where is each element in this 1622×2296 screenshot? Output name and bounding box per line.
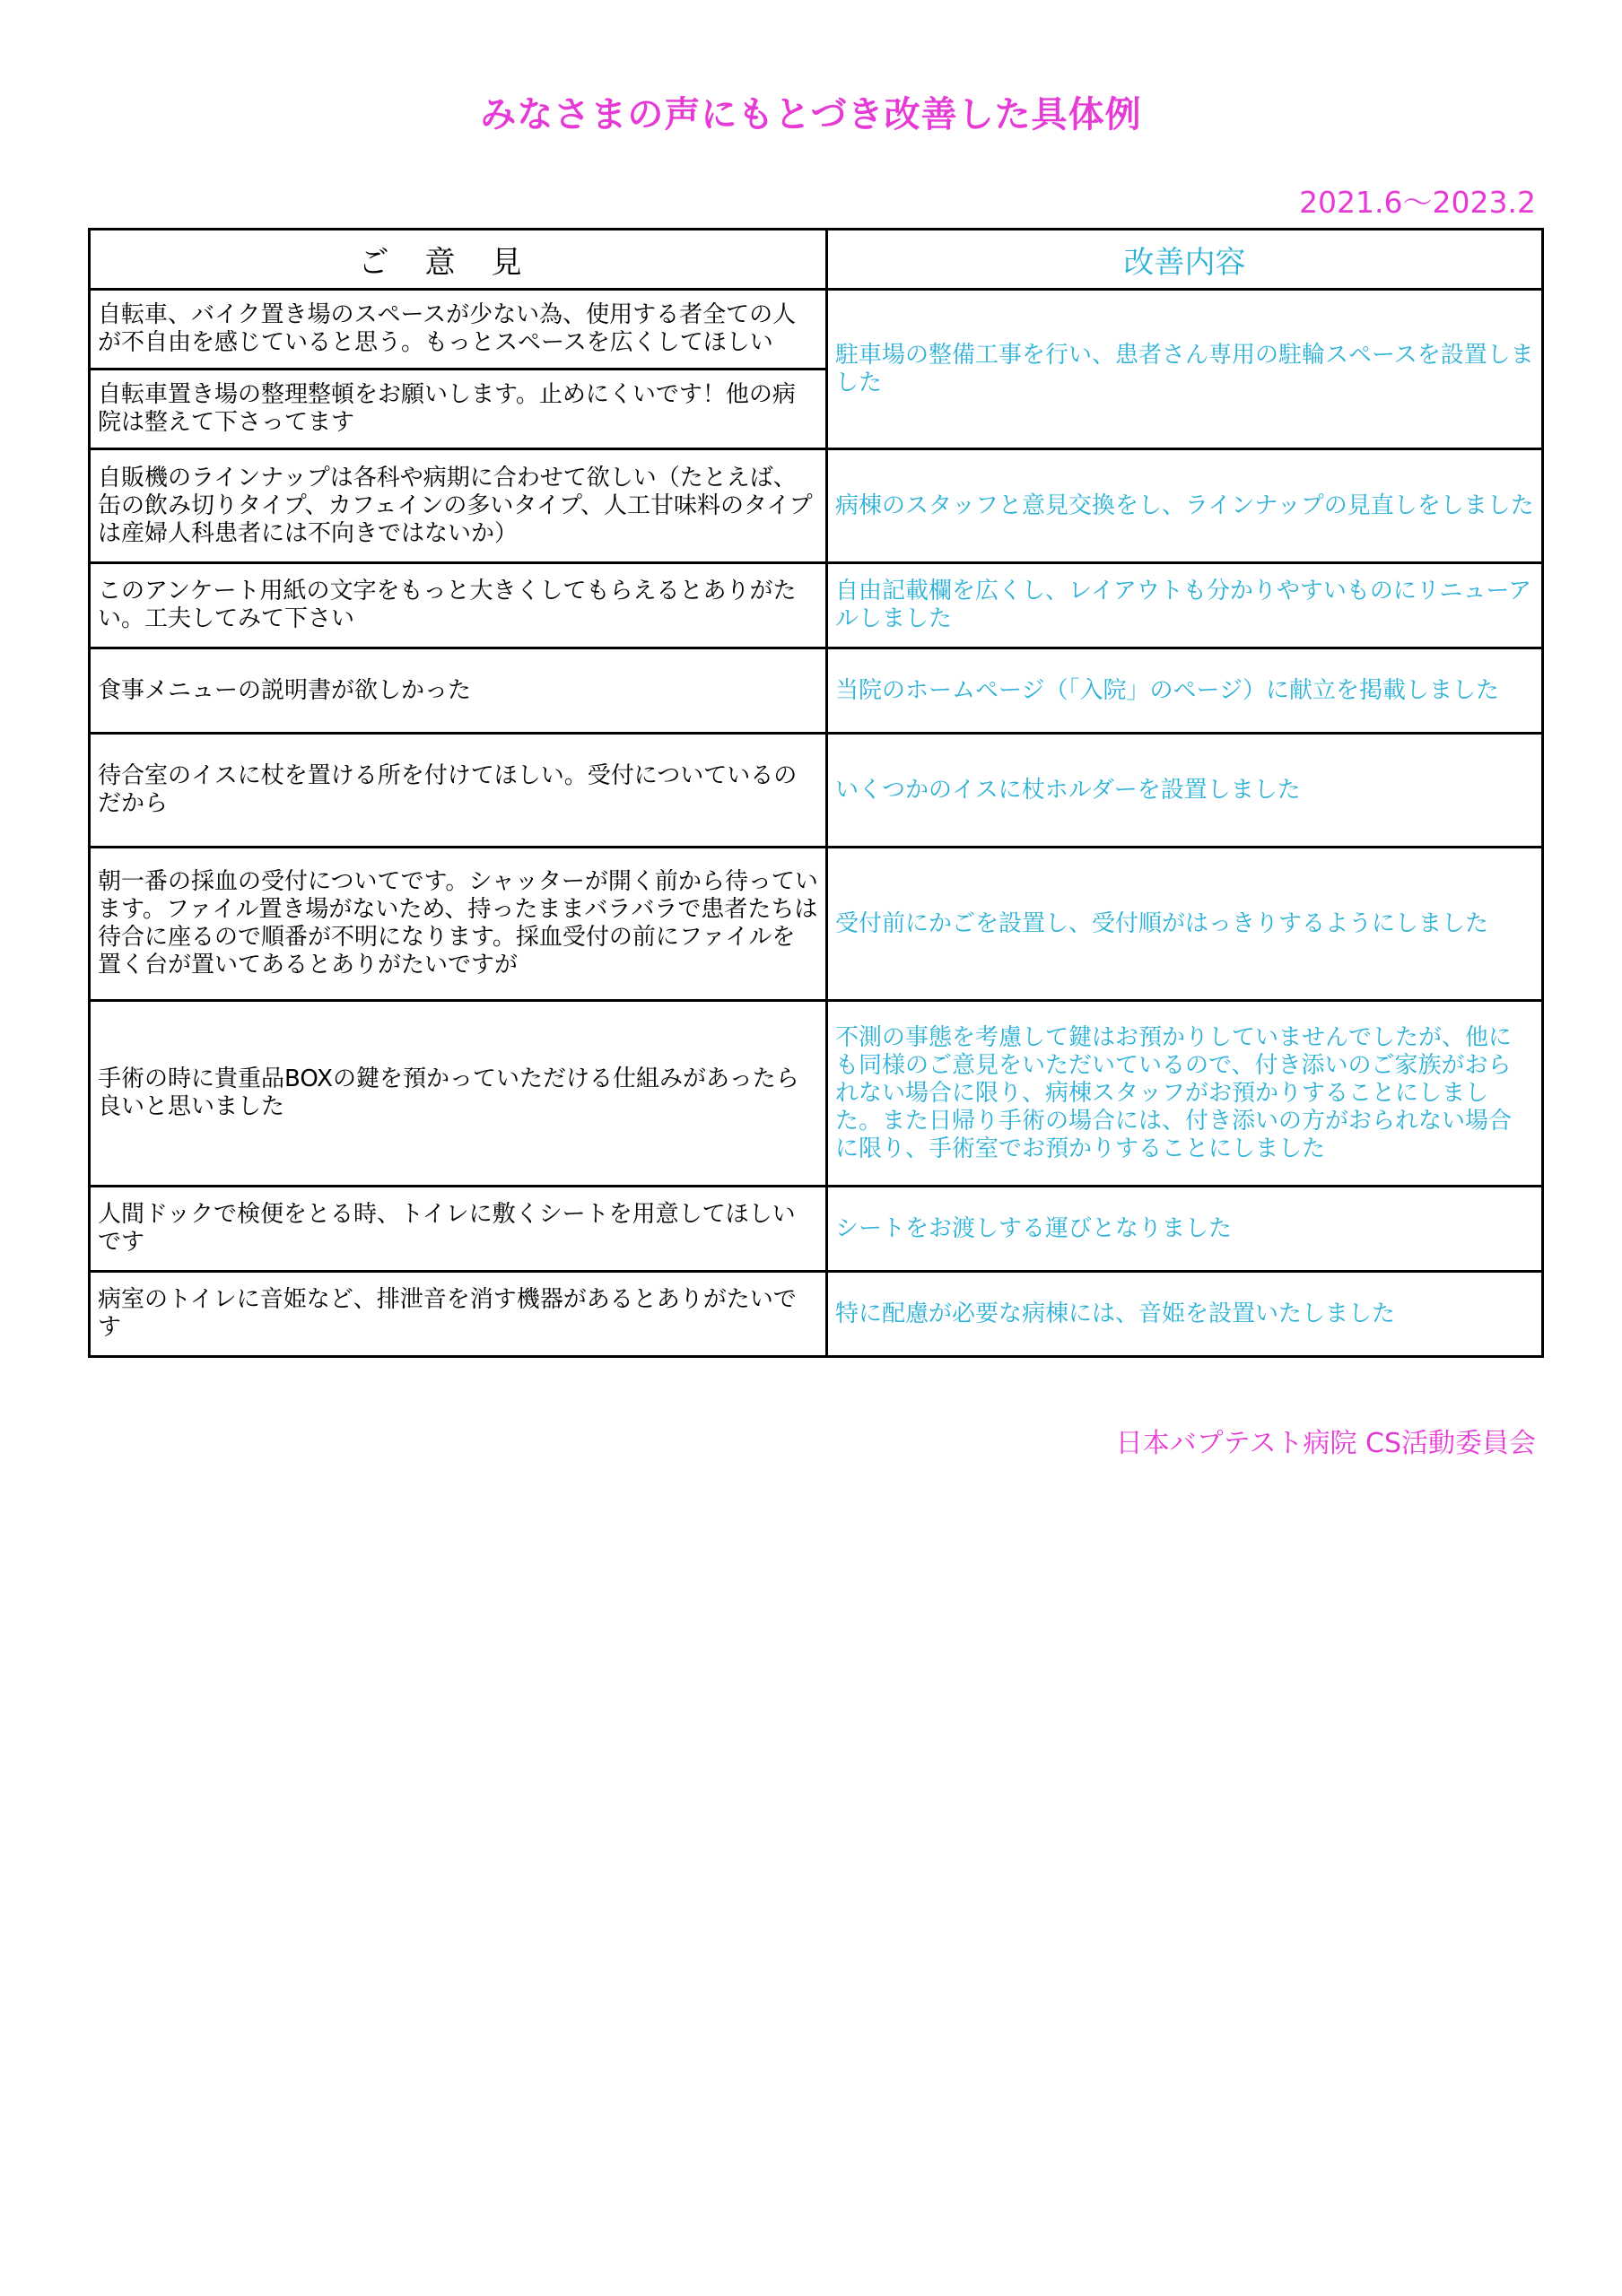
improvement-cell: 受付前にかごを設置し、受付順がはっきりするようにしました (827, 848, 1543, 1001)
table-row (90, 290, 1543, 370)
opinion-cell: 自転車、バイク置き場のスペースが少ない為、使用する者全ての人が不自由を感じていると思う。もっとスペースを広くしてほしい (90, 290, 827, 370)
opinion-cell: 自販機のラインナップは各科や病期に合わせて欲しい（たとえば、缶の飲み切りタイプ、カフェインの多いタイプ、人工甘味料のタイプは産婦人科患者には不向きではないか） (90, 449, 827, 563)
improvement-cell: 特に配慮が必要な病棟には、音姫を設置いたしました (827, 1272, 1543, 1357)
period-label: 2021.6～2023.2 (1299, 185, 1536, 220)
improvement-cell: 駐車場の整備工事を行い、患者さん専用の駐輪スペースを設置しました (827, 290, 1543, 449)
table-row (90, 848, 1543, 1001)
table-row (90, 563, 1543, 648)
table-row (90, 1187, 1543, 1272)
improvement-cell: 不測の事態を考慮して鍵はお預かりしていませんでしたが、他にも同様のご意見をいただいているので、付き添いのご家族がおられない場合に限り、病棟スタッフがお預かりすることにしました。また日帰り手術の場合には、付き添いの方がおられない場合に限り、手術室でお預かりすることにしました (827, 1001, 1543, 1187)
improvement-cell: シートをお渡しする運びとなりました (827, 1187, 1543, 1272)
footer-organization: 日本バプテスト病院 CS活動委員会 (1115, 1428, 1536, 1459)
opinion-cell: 食事メニューの説明書が欲しかった (90, 648, 827, 734)
opinion-cell: このアンケート用紙の文字をもっと大きくしてもらえるとありがたい。工夫してみて下さい (90, 563, 827, 648)
page-title: みなさまの声にもとづき改善した具体例 (480, 94, 1142, 135)
opinion-cell: 朝一番の採血の受付についてです。シャッターが開く前から待っています。ファイル置き場がないため、持ったままバラバラで患者たちは待合に座るので順番が不明になります。採血受付の前にファイルを置く台が置いてあるとありがたいですが (90, 848, 827, 1001)
improvement-cell: いくつかのイスに杖ホルダーを設置しました (827, 734, 1543, 848)
header-improvement: 改善内容 (827, 230, 1543, 290)
opinion-cell: 人間ドックで検便をとる時、トイレに敷くシートを用意してほしいです (90, 1187, 827, 1272)
opinion-cell: 手術の時に貴重品BOXの鍵を預かっていただける仕組みがあったら良いと思いました (90, 1001, 827, 1187)
improvement-cell: 当院のホームページ（「入院」のページ）に献立を掲載しました (827, 648, 1543, 734)
header-opinion: ご意見 (90, 230, 827, 290)
improvement-cell: 自由記載欄を広くし、レイアウトも分かりやすいものにリニューアルしました (827, 563, 1543, 648)
table-row (90, 1001, 1543, 1187)
opinion-cell: 自転車置き場の整理整頓をお願いします。止めにくいです！他の病院は整えて下さってます (90, 370, 827, 449)
feedback-table (88, 228, 1544, 1358)
table-row (90, 449, 1543, 563)
table-row (90, 1272, 1543, 1357)
table-row (90, 648, 1543, 734)
improvement-cell: 病棟のスタッフと意見交換をし、ラインナップの見直しをしました (827, 449, 1543, 563)
table-row (90, 734, 1543, 848)
table-header-row (90, 230, 1543, 290)
opinion-cell: 病室のトイレに音姫など、排泄音を消す機器があるとありがたいです (90, 1272, 827, 1357)
opinion-cell: 待合室のイスに杖を置ける所を付けてほしい。受付についているのだから (90, 734, 827, 848)
